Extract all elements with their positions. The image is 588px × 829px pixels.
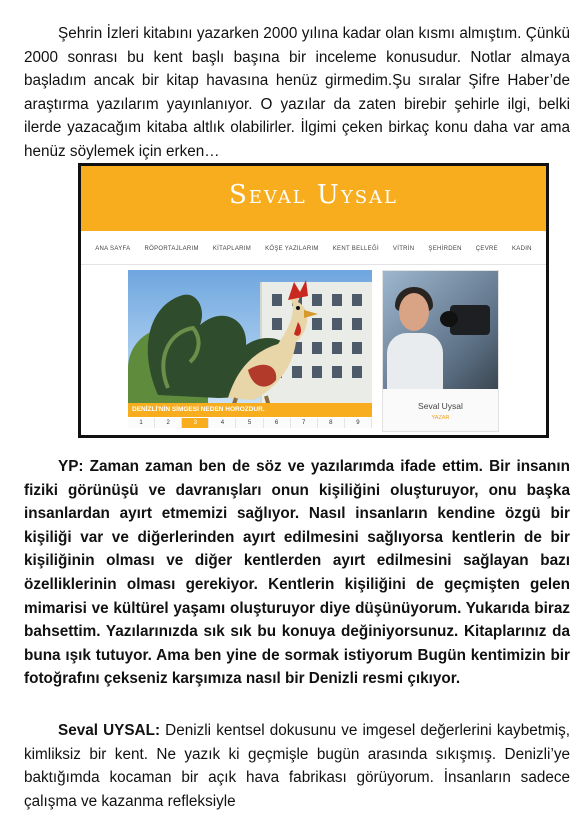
pager-item[interactable]: 5 bbox=[236, 418, 263, 428]
nav-item-roportajlarim: RÖPORTAJLARIM bbox=[144, 246, 199, 252]
nav-item-kose-yazilarim: KÖŞE YAZILARIM bbox=[265, 246, 319, 252]
pager-item[interactable]: 1 bbox=[128, 418, 155, 428]
nav-item-kadin: KADIN bbox=[511, 246, 532, 252]
author-photo bbox=[383, 271, 498, 389]
intro-paragraph: Şehrin İzleri kitabını yazarken 2000 yılına kadar olan kısmı almıştım. Çünkü 2000 sonrası bu kent başlı başına bir inceleme konusudur. Notlar almaya başladım ancak bir kitap havasına henüz girmedim.Şu sıralar Şifre Haber’de araştırma yazılarım yayınlanıyor. O yazılar da zaten birebir şehirle ilgi, belki ilerde yazacağım kitaba altlık olabilirler. İlgimi çeken birkaç konu daha var ama henüz söylemek için erken… bbox=[24, 25, 570, 160]
pager-item[interactable]: 7 bbox=[291, 418, 318, 428]
site-nav bbox=[81, 234, 546, 265]
answer-text: Denizli kentsel dokusunu ve imgesel değerlerini kaybetmiş, kimliksiz bir kent. Ne yazık ki geçmişle bugün arasında sıkışmış. Denizli’ye baktığımda kocaman bir açık hava fabrikası görüyorum. İnsanların sadece çalışma ve kazanma refleksiyle bbox=[24, 722, 570, 810]
pager-item[interactable]: 6 bbox=[264, 418, 291, 428]
question-paragraph: YP: Zaman zaman ben de söz ve yazılarımda ifade ettim. Bir insanın fiziki görünüşü ve davranışları onun kişiliğini oluşturuyor, onu başka insanlardan ayırt etmemizi sağlıyor. Nasıl insanların kendine özgü bir kişiliği var ve diğerlerinden ayırt edilmesini sağlıyorsa kentlerin de bir kişiliğinin olması ve diğer kentlerden ayırt edilmesini sağlayan bazı özelliklerinin olması gerekiyor. Kentlerin kişiliğini de geçmişten gelen mimarisi ve kültürel yaşamı oluşturuyor diye düşünüyorum. Yukarıda biraz bahsettim. Yazılarınızda sık sık bu konuya değiniyorsunuz. Kitaplarınız da buna ışık tutuyor. Ama ben yine de sormak istiyorum Bugün kentimizin bir fotoğrafını çekseniz karşımıza nasıl bir Denizli resmi çıkıyor. bbox=[24, 458, 570, 688]
site-logo: Seval Uysal bbox=[228, 180, 399, 210]
answer-paragraph bbox=[24, 719, 570, 813]
author-role: YAZAR bbox=[431, 415, 450, 421]
pager-item[interactable]: 9 bbox=[345, 418, 372, 428]
nav-item-kitaplarim: KİTAPLARIM bbox=[212, 246, 252, 252]
pager-item-active[interactable]: 3 bbox=[182, 418, 209, 428]
pager-item[interactable]: 2 bbox=[155, 418, 182, 428]
pager-item[interactable]: 4 bbox=[209, 418, 236, 428]
slider-pager bbox=[128, 418, 372, 428]
site-header bbox=[81, 166, 546, 231]
nav-item-sehirden: ŞEHİRDEN bbox=[428, 246, 462, 252]
pager-item[interactable]: 8 bbox=[318, 418, 345, 428]
rooster-statue-icon bbox=[128, 270, 372, 417]
nav-item-kent-bellegi: KENT BELLEĞİ bbox=[332, 246, 379, 252]
slider-caption: DENİZLİ'NİN SİMGESİ NEDEN HOROZDUR. bbox=[128, 403, 372, 417]
rooster-slider-image bbox=[128, 270, 372, 417]
website-screenshot bbox=[78, 163, 549, 438]
nav-item-cevre: ÇEVRE bbox=[475, 246, 498, 252]
speaker-label: Seval UYSAL: bbox=[58, 722, 161, 739]
nav-item-ana-sayfa: ANA SAYFA bbox=[95, 246, 131, 252]
author-name: Seval Uysal bbox=[418, 401, 463, 411]
nav-item-vitrin: VİTRİN bbox=[392, 246, 415, 252]
author-profile-card bbox=[382, 270, 499, 432]
